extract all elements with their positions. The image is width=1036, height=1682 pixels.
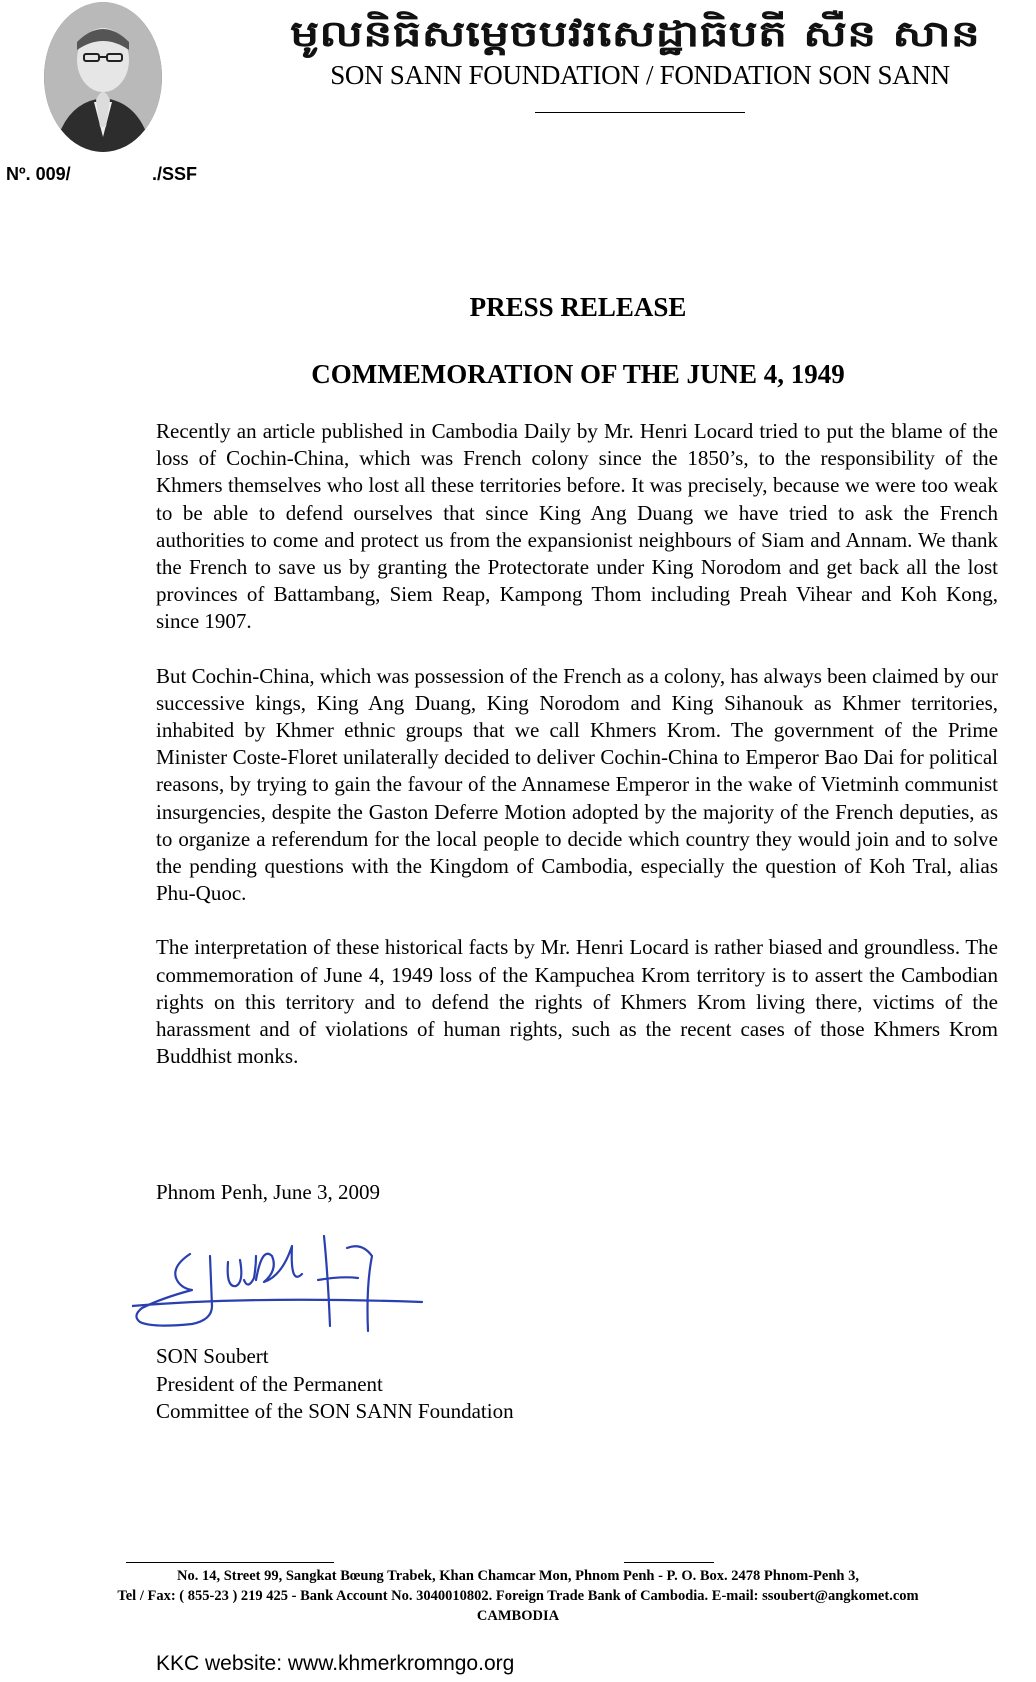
footer-line-2: Tel / Fax: ( 855-23 ) 219 425 - Bank Account No. 3040010802. Foreign Trade Bank of Cambodia. E-mail: ssoubert@angkomet.com <box>117 1588 919 1604</box>
signer-block <box>156 1343 514 1426</box>
header-divider <box>535 112 745 113</box>
reference-number: Nº. 009/ <box>6 164 71 184</box>
handwritten-signature <box>132 1216 462 1336</box>
khmer-title-text: មូលនិធិសម្តេចបវរសេដ្ឋាធិបតី សឺន សាន <box>290 14 830 55</box>
portrait-image <box>44 2 162 152</box>
organization-name: SON SANN FOUNDATION / FONDATION SON SANN <box>330 60 950 90</box>
footer-divider-left <box>126 1562 334 1563</box>
signer-title-line1: President of the Permanent <box>156 1371 383 1396</box>
signer-title-line2: Committee of the SON SANN Foundation <box>156 1399 514 1423</box>
footer-divider-right <box>624 1562 714 1563</box>
website-note: KKC website: www.khmerkromngo.org <box>156 1652 515 1675</box>
reference-suffix: ./SSF <box>152 164 198 184</box>
footer-address <box>0 1566 1036 1626</box>
document-title: PRESS RELEASE <box>469 292 687 322</box>
founder-portrait <box>44 2 162 152</box>
khmer-foundation-title <box>290 6 990 58</box>
document-subtitle: COMMEMORATION OF THE JUNE 4, 1949 <box>311 359 845 389</box>
footer-line-1: No. 14, Street 99, Sangkat Bœung Trabek, Khan Chamcar Mon, Phnom Penh - P. O. Box. 2478 Phnom-Penh 3, <box>177 1568 859 1584</box>
place-and-date: Phnom Penh, June 3, 2009 <box>156 1180 381 1204</box>
footer-line-3: CAMBODIA <box>476 1608 560 1624</box>
paragraph-3: The interpretation of these historical facts by Mr. Henri Locard is rather biased and groundless. The commemoration of June 4, 1949 loss of the Kampuchea Krom territory is to assert the Cambodian rights on this territory and to defend the rights of Khmers Krom living there, victims of the harassment and of violations of human rights, such as the recent cases of those Khmers Krom Buddhist monks. <box>156 935 998 1069</box>
signer-name: SON Soubert <box>156 1344 269 1368</box>
body-text <box>156 418 998 1097</box>
paragraph-1: Recently an article published in Cambodia Daily by Mr. Henri Locard tried to put the blame of the loss of Cochin-China, which was French colony since the 1850’s, to the responsibility of the Khmers themselves who lost all these territories before. It was precisely, because we were too weak to be able to defend ourselves that since King Ang Duang we have tried to ask the French authorities to come and protect us from the expansionist neighbours of Siam and Annam. We thank the French to save us by granting the Protectorate under King Norodom and get back all the lost provinces of Battambang, Siem Reap, Kampong Thom including Preah Vihear and Koh Kong, since 1907. <box>156 419 998 634</box>
paragraph-2: But Cochin-China, which was possession of the French as a colony, has always been claimed by our successive kings, King Ang Duang, King Norodom and King Sihanouk as Khmer territories, inhabited by Khmer ethnic groups that we call Khmers Krom. The government of the Prime Minister Coste-Floret unilaterally decided to deliver Cochin-China to Emperor Bao Dai for political reasons, by trying to gain the favour of the Annamese Emperor in the wake of Vietminh communist insurgencies, despite the Gaston Deferre Motion adopted by the majority of the French deputies, as to organize a referendum for the local people to decide which country they would join and to solve the pending questions with the Kingdom of Cambodia, especially the question of Koh Tral, alias Phu-Quoc. <box>156 663 998 906</box>
